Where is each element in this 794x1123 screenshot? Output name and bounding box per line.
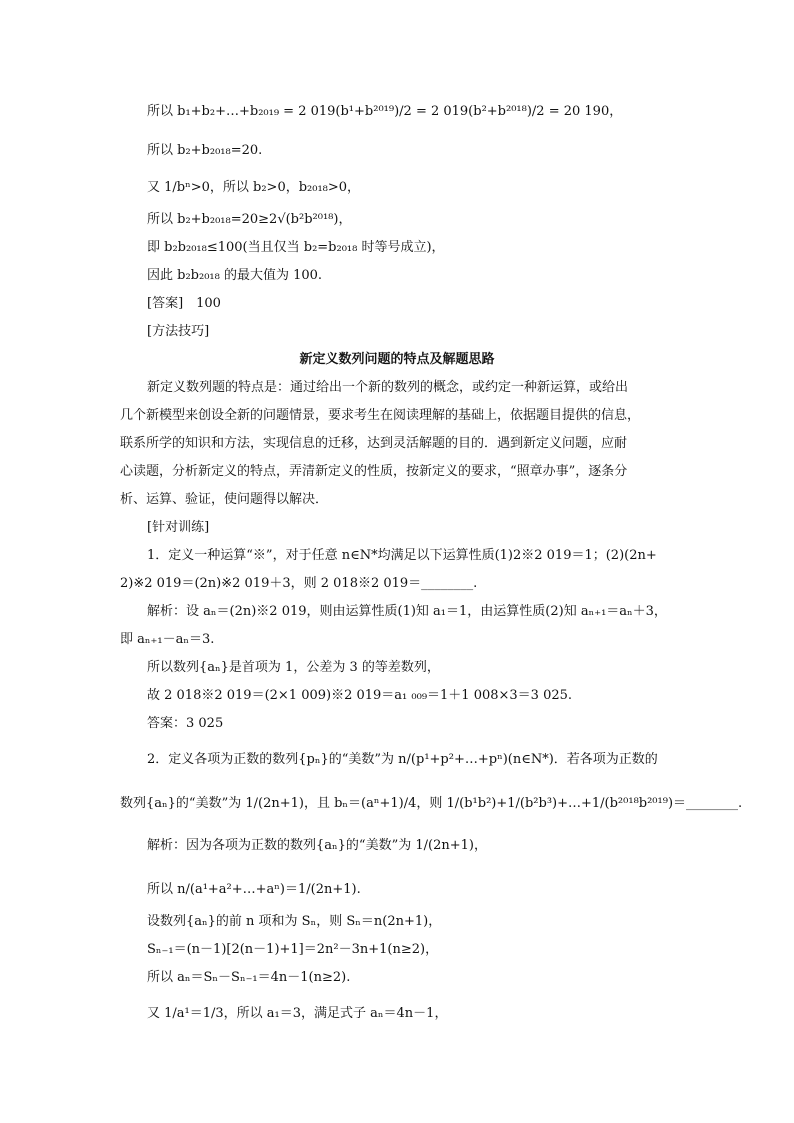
solution-2-line-3: 设数列{aₙ}的前 n 项和为 Sₙ，则 Sₙ＝n(2n+1)，	[147, 914, 442, 929]
answer-label: [答案] 100	[147, 296, 221, 311]
solution-2-line-6: 又 1/a¹＝1/3，所以 a₁＝3，满足式子 aₙ＝4n－1，	[147, 1006, 448, 1021]
text-line-2: 所以 b₂+b₂₀₁₈=20.	[147, 143, 263, 158]
text-line-3: 又 1/bⁿ>0，所以 b₂>0，b₂₀₁₈>0，	[147, 180, 361, 195]
paragraph-line-5: 析、运算、验证，使问题得以解决．	[120, 492, 329, 507]
text-line-5: 即 b₂b₂₀₁₈≤100(当且仅当 b₂=b₂₀₁₈ 时等号成立)，	[147, 240, 445, 255]
paragraph-line-1: 新定义数列题的特点是：通过给出一个新的数列的概念，或约定一种新运算，或给出	[147, 380, 629, 395]
paragraph-line-2: 几个新模型来创设全新的问题情景，要求考生在阅读理解的基础上，依据题目提供的信息，	[120, 408, 641, 423]
solution-1-line-3: 所以数列{aₙ}是首项为 1，公差为 3 的等差数列，	[147, 660, 440, 675]
solution-2-line-2: 所以 n/(a¹+a²+…+aⁿ)＝1/(2n+1).	[147, 882, 361, 897]
paragraph-line-4: 心读题，分析新定义的特点，弄清新定义的性质，按新定义的要求，“照章办事”，逐条分	[120, 464, 628, 479]
problem-1-line-2: 2)※2 019＝(2n)※2 019＋3，则 2 018※2 019＝________.	[120, 576, 478, 591]
text-line-6: 因此 b₂b₂₀₁₈ 的最大值为 100.	[147, 268, 323, 283]
solution-2-line-4: Sₙ₋₁＝(n－1)[2(n－1)+1]＝2n²－3n+1(n≥2)，	[147, 942, 439, 957]
solution-2-line-5: 所以 aₙ＝Sₙ－Sₙ₋₁＝4n－1(n≥2).	[147, 970, 351, 985]
practice-label: [针对训练]	[147, 520, 210, 535]
problem-2-line-1: 2．定义各项为正数的数列{pₙ}的“美数”为 n/(p¹+p²+…+pⁿ)(n∈N*)．若各项为正数的	[147, 752, 658, 767]
solution-1-line-2: 即 aₙ₊₁－aₙ＝3.	[120, 632, 215, 647]
answer-1: 答案：3 025	[147, 716, 224, 731]
section-heading: 新定义数列问题的特点及解题思路	[299, 352, 495, 367]
problem-2-line-2: 数列{aₙ}的“美数”为 1/(2n+1)，且 bₙ＝(aⁿ+1)/4，则 1/(b¹b²)+1/(b²b³)+…+1/(b²⁰¹⁸b²⁰¹⁹)＝________.	[120, 796, 743, 811]
paragraph-line-3: 联系所学的知识和方法，实现信息的迁移，达到灵活解题的目的．遇到新定义问题，应耐	[120, 436, 628, 451]
text-line-1: 所以 b₁+b₂+…+b₂₀₁₉ = 2 019(b¹+b²⁰¹⁹)/2 = 2 019(b²+b²⁰¹⁸)/2 = 20 190，	[147, 104, 623, 119]
solution-1-line-4: 故 2 018※2 019＝(2×1 009)※2 019＝a₁ ₀₀₉＝1＋1 008×3＝3 025.	[147, 688, 573, 703]
solution-1-line-1: 解析：设 aₙ＝(2n)※2 019，则由运算性质(1)知 a₁＝1，由运算性质(2)知 aₙ₊₁＝aₙ＋3，	[147, 604, 667, 619]
problem-1-line-1: 1．定义一种运算“※”，对于任意 n∈N*均满足以下运算性质(1)2※2 019＝1；(2)(2n+	[147, 548, 657, 563]
text-line-4: 所以 b₂+b₂₀₁₈=20≥2√(b²b²⁰¹⁸)，	[147, 212, 352, 227]
solution-2-line-1: 解析：因为各项为正数的数列{aₙ}的“美数”为 1/(2n+1)，	[147, 838, 487, 853]
method-tips-label: [方法技巧]	[147, 324, 210, 339]
